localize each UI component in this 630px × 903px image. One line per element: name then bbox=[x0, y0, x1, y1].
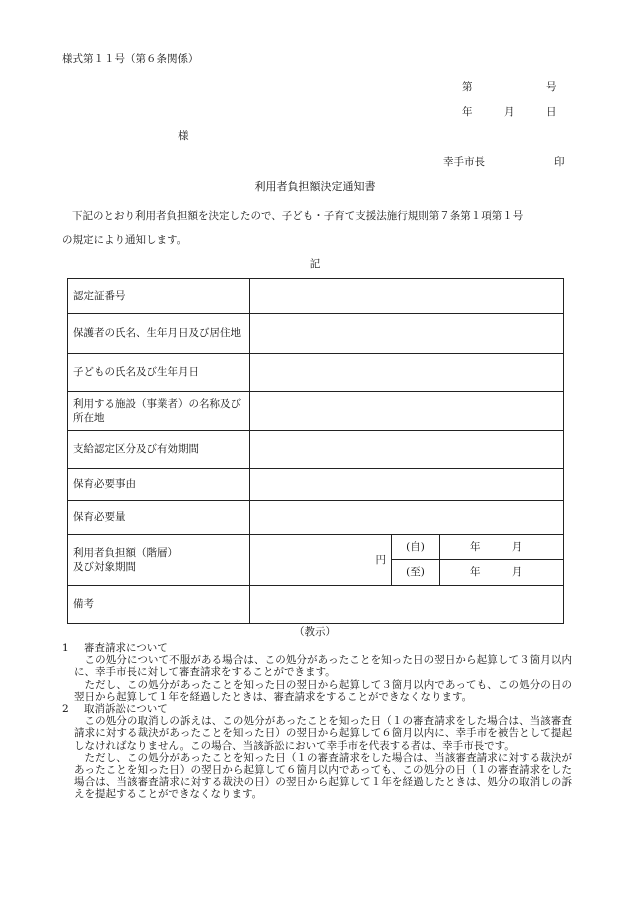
date-day-label: 日 bbox=[546, 106, 557, 118]
table-row bbox=[68, 469, 564, 501]
value-childcare-amount bbox=[250, 501, 564, 535]
fee-amount-cell bbox=[250, 535, 392, 586]
notes-paragraph: ただし、この処分があったことを知った日（１の審査請求をした場合は、当該審査請求に対する裁決があったことを知った日）の翌日から起算して６箇月以内であっても、この処分の日（１の審査請求をした場合は、当該審査請求に対する裁決の日）の翌日から起算して１年を経過したときは、処分の取消しの訴えを提起することができなくなります。 bbox=[74, 751, 572, 801]
period-to-year: 年 bbox=[470, 566, 481, 579]
period-from-date bbox=[440, 535, 564, 560]
notes-heading-1-text: 審査請求について bbox=[84, 642, 168, 654]
value-childcare-reason bbox=[250, 469, 564, 501]
intro-text-line1: 下記のとおり利用者負担額を決定したので、子ども・子育て支援法施行規則第７条第１項第１号 bbox=[72, 210, 524, 222]
period-from-label: (自) bbox=[392, 535, 440, 560]
label-childcare-amount: 保育必要量 bbox=[68, 501, 250, 535]
ki-heading: 記 bbox=[309, 258, 321, 270]
period-to-label: (至) bbox=[392, 560, 440, 586]
period-from-month: 月 bbox=[511, 540, 523, 553]
period-to-date bbox=[440, 560, 564, 586]
table-row bbox=[68, 431, 564, 469]
table-row bbox=[68, 392, 564, 431]
table-row bbox=[68, 354, 564, 392]
document-title: 利用者負担額決定通知書 bbox=[254, 180, 376, 193]
intro-text-line2: の規定により通知します。 bbox=[62, 234, 188, 246]
notes-title: （教示） bbox=[294, 626, 336, 638]
label-certification-class: 支給認定区分及び有効期間 bbox=[68, 431, 250, 469]
value-remarks bbox=[250, 586, 564, 624]
table-row bbox=[68, 501, 564, 535]
table-row bbox=[68, 279, 564, 314]
table-row bbox=[68, 586, 564, 624]
label-fee-period-line2: 及び対象期間 bbox=[73, 561, 136, 573]
doc-number-prefix: 第 bbox=[462, 81, 473, 93]
label-facility-info: 利用する施設（事業者）の名称及び所在地 bbox=[68, 392, 250, 431]
notes-heading-2 bbox=[62, 703, 572, 715]
issuer-name: 幸手市長 bbox=[443, 156, 485, 168]
addressee-suffix: 様 bbox=[178, 130, 189, 142]
seal-mark: 印 bbox=[554, 156, 565, 168]
label-child-info: 子どもの氏名及び生年月日 bbox=[68, 354, 250, 392]
notes-number-1: 1 bbox=[62, 642, 69, 654]
yen-unit: 円 bbox=[375, 553, 386, 566]
value-certification-class bbox=[250, 431, 564, 469]
date-month-label: 月 bbox=[504, 106, 515, 118]
value-facility-info bbox=[250, 392, 564, 431]
doc-number-suffix: 号 bbox=[546, 81, 557, 93]
period-to-month: 月 bbox=[511, 566, 523, 579]
label-fee-period bbox=[68, 535, 250, 586]
value-child-info bbox=[250, 354, 564, 392]
notes-paragraph: この処分について不服がある場合は、この処分があったことを知った日の翌日から起算して３箇月以内に、幸手市長に対して審査請求をすることができます。 bbox=[74, 654, 572, 679]
label-remarks: 備考 bbox=[68, 586, 250, 624]
notes-heading-2-text: 取消訴訟について bbox=[84, 703, 168, 716]
value-certificate-number bbox=[250, 279, 564, 314]
notes-section bbox=[62, 642, 572, 801]
table-row bbox=[68, 314, 564, 354]
date-year-label: 年 bbox=[462, 106, 473, 118]
table-row bbox=[68, 535, 564, 560]
period-from-year: 年 bbox=[470, 540, 481, 553]
value-guardian-info bbox=[250, 314, 564, 354]
notes-paragraph: ただし、この処分があったことを知った日の翌日から起算して３箇月以内であっても、この処分の日の翌日から起算して１年を経過したときは、審査請求をすることができなくなります。 bbox=[74, 678, 572, 703]
label-guardian-info: 保護者の氏名、生年月日及び居住地 bbox=[68, 314, 250, 354]
label-childcare-reason: 保育必要事由 bbox=[68, 469, 250, 501]
notes-number-2: 2 bbox=[62, 703, 69, 716]
form-number: 様式第１１号（第６条関係） bbox=[62, 53, 199, 65]
label-certificate-number: 認定証番号 bbox=[68, 279, 250, 314]
notes-heading-1 bbox=[62, 642, 572, 654]
decision-table bbox=[67, 278, 564, 624]
label-fee-period-line1: 利用者負担額（階層） bbox=[73, 546, 178, 559]
notes-paragraph: この処分の取消しの訴えは、この処分があったことを知った日（１の審査請求をした場合は、当該審査請求に対する裁決があったことを知った日）の翌日から起算して６箇月以内に、幸手市を被告として提起しなければなりません。この場合、当該訴訟において幸手市を代表する者は、幸手市長です。 bbox=[74, 715, 572, 752]
